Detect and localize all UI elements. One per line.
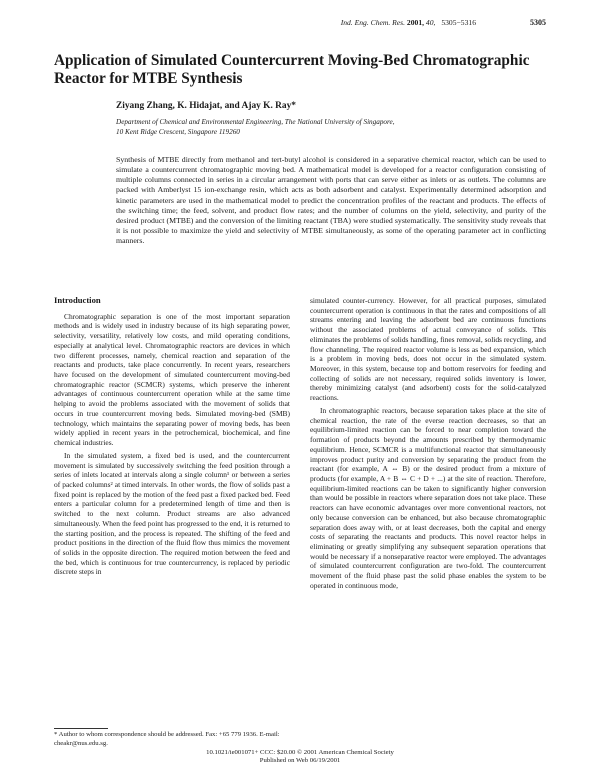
footer-publication-date: Published on Web 06/19/2001 [259, 757, 341, 764]
abstract: Synthesis of MTBE directly from methanol and tert-butyl alcohol is considered in a separative chemical reactor, which can be used to simulate a countercurrent chromatographic moving bed. A mathematical model is developed for a reactor configuration consisting of multiple columns connected in series in a circular arrangement with ports that can serve either as inlets or as outlets. The columns are packed with Amberlyst 15 ion-exchange resin, which acts as both adsorbent and catalyst. Experimentally determined adsorption and kinetic parameters are used in the mathematical model to predict the concentration profiles of the reactant and products. The effects of the switching time; the feed, solvent, and product flow rates; and the number of columns on the yield, selectivity, and purity of the desired product (MTBE) and the conversion of the limiting reactant (TBA) were studied systematically. The sensitivity study reveals that it is not possible to maximize the yield and selectivity of MTBE simultaneously, as some of the operating parameter act in conflicting manners. [116, 155, 546, 246]
page-footer [0, 749, 600, 765]
right-column [310, 296, 546, 591]
section-heading-introduction: Introduction [54, 295, 101, 305]
body-paragraph: simulated counter-currency. However, for all practical purposes, simulated countercurrent operation is continuous in that the rates and compositions of all streams entering and leaving the adsorbent bed are continuous functions without the associated problems of actual conveyance of solids. This eliminates the problems of solids handling, fines removal, solids recycling, and flow channeling. The required reactor volume is less as bed expansion, which is a problem in moving beds, does not occur in the simulated system. Moreover, in this system, because top and bottom reservoirs for feeding and collecting of solids are not necessary, required solids inventory is lower, thereby minimizing catalyst (and adsorbent) costs for the solid-catalyzed reactions. [310, 296, 546, 403]
header-pages: 5305−5316 [441, 18, 476, 27]
affiliation-line: 10 Kent Ridge Crescent, Singapore 119260 [116, 128, 240, 136]
body-paragraph: In the simulated system, a fixed bed is used, and the countercurrent movement is simulated by successively switching the feed position through a series of inlets located at intervals along a single column¹ or between a series of packed columns² at timed intervals. In other words, the flow of solids past a fixed point is replaced by the motion of the feed past a fixed packed bed. Feed enters a particular column for a predetermined length of time and then is switched to the next column. Product streams are also advanced simultaneously. When the feed point has progressed to the end, it is returned to the starting position, and the process is repeated. The shifting of the feed and product positions in the direction of the fluid flow thus mimics the movement of solids in the opposite direction. The required motion between the feed and the bed, which is continuous for true countercurrency, is replaced by periodic discrete steps in [54, 450, 290, 577]
header-journal: Ind. Eng. Chem. Res. [340, 18, 406, 27]
page-number: 5305 [530, 18, 546, 27]
body-paragraph: In chromatographic reactors, because separation takes place at the site of chemical reaction, the rate of the everse reaction decreases, so that an equilibrium-limited reaction can be forced to near completion toward the formation of products beyond the amounts prescribed by thermodynamic equilibrium. Hence, SCMCR is a multifunctional reactor that simultaneously improves product purity and conversion by separating the product from the reactant (for example, A ⇔ B) or the desired product from a mixture of products (for example, A + B ⇔ C + D + ...) at the site of reaction. Therefore, equilibrium-limited reactions can be taken to significantly higher conversion than would be possible in reactors where separation does not take place. These reactors can have economic advantages over more conventional reactors, not only because conversion can be enhanced, but also because chromatographic separation does away with, or at least decreases, both the capital and energy costs of separating the reactants and products. This novel reactor helps in eliminating or greatly simplifying any subsequent separation operations that would be necessary if a nonseparative reactor were employed. The advantages of simulated countercurrent configuration are two-fold. The countercurrent movement of the fluid phase past the solid phase enables the system to be operated in continuous mode, [310, 405, 546, 590]
article-title: Application of Simulated Countercurrent Moving-Bed Chromatographic Reactor for MTBE Synthesis [54, 52, 530, 87]
author-list: Ziyang Zhang, K. Hidajat, and Ajay K. Ray* [116, 101, 296, 111]
header-volume: 40, [425, 18, 436, 27]
footer-doi-copyright: 10.1021/ie001071+ CCC: $20.00 © 2001 American Chemical Society [206, 749, 394, 756]
running-header [54, 18, 546, 27]
correspondence-footnote: * Author to whom correspondence should be addressed. Fax: +65 779 1936. E-mail: cheakr@nus.edu.sg. [54, 731, 280, 747]
header-year: 2001, [406, 18, 425, 27]
body-paragraph: Chromatographic separation is one of the most important separation methods and is widely used in industry because of its high separating power, selectivity, versatility, relatively low costs, and mild operating conditions, especially at analytical level. Chromatographic reactors are devices in which two different processes, namely, chemical reaction and separation of the reactants and products, take place concurrently. In recent years, researchers have focused on the development of simulated countercurrent moving-bed chromatographic reactor (SCMCR) systems, which preserve the inherent advantages of continuous countercurrent operation while at the same time helping to avoid the problems associated with the movement of solids that occurs in true countercurrent moving beds. Simulated moving-bed (SMB) technology, which maintains the separating power of moving beds, has been widely applied in recent years in the petrochemical, biochemical, and fine chemical industries. [54, 311, 290, 448]
affiliation [116, 117, 536, 137]
footnote-rule [54, 728, 108, 729]
affiliation-line: Department of Chemical and Environmental Engineering, The National University of Singapore, [116, 118, 395, 126]
left-column [54, 296, 290, 577]
